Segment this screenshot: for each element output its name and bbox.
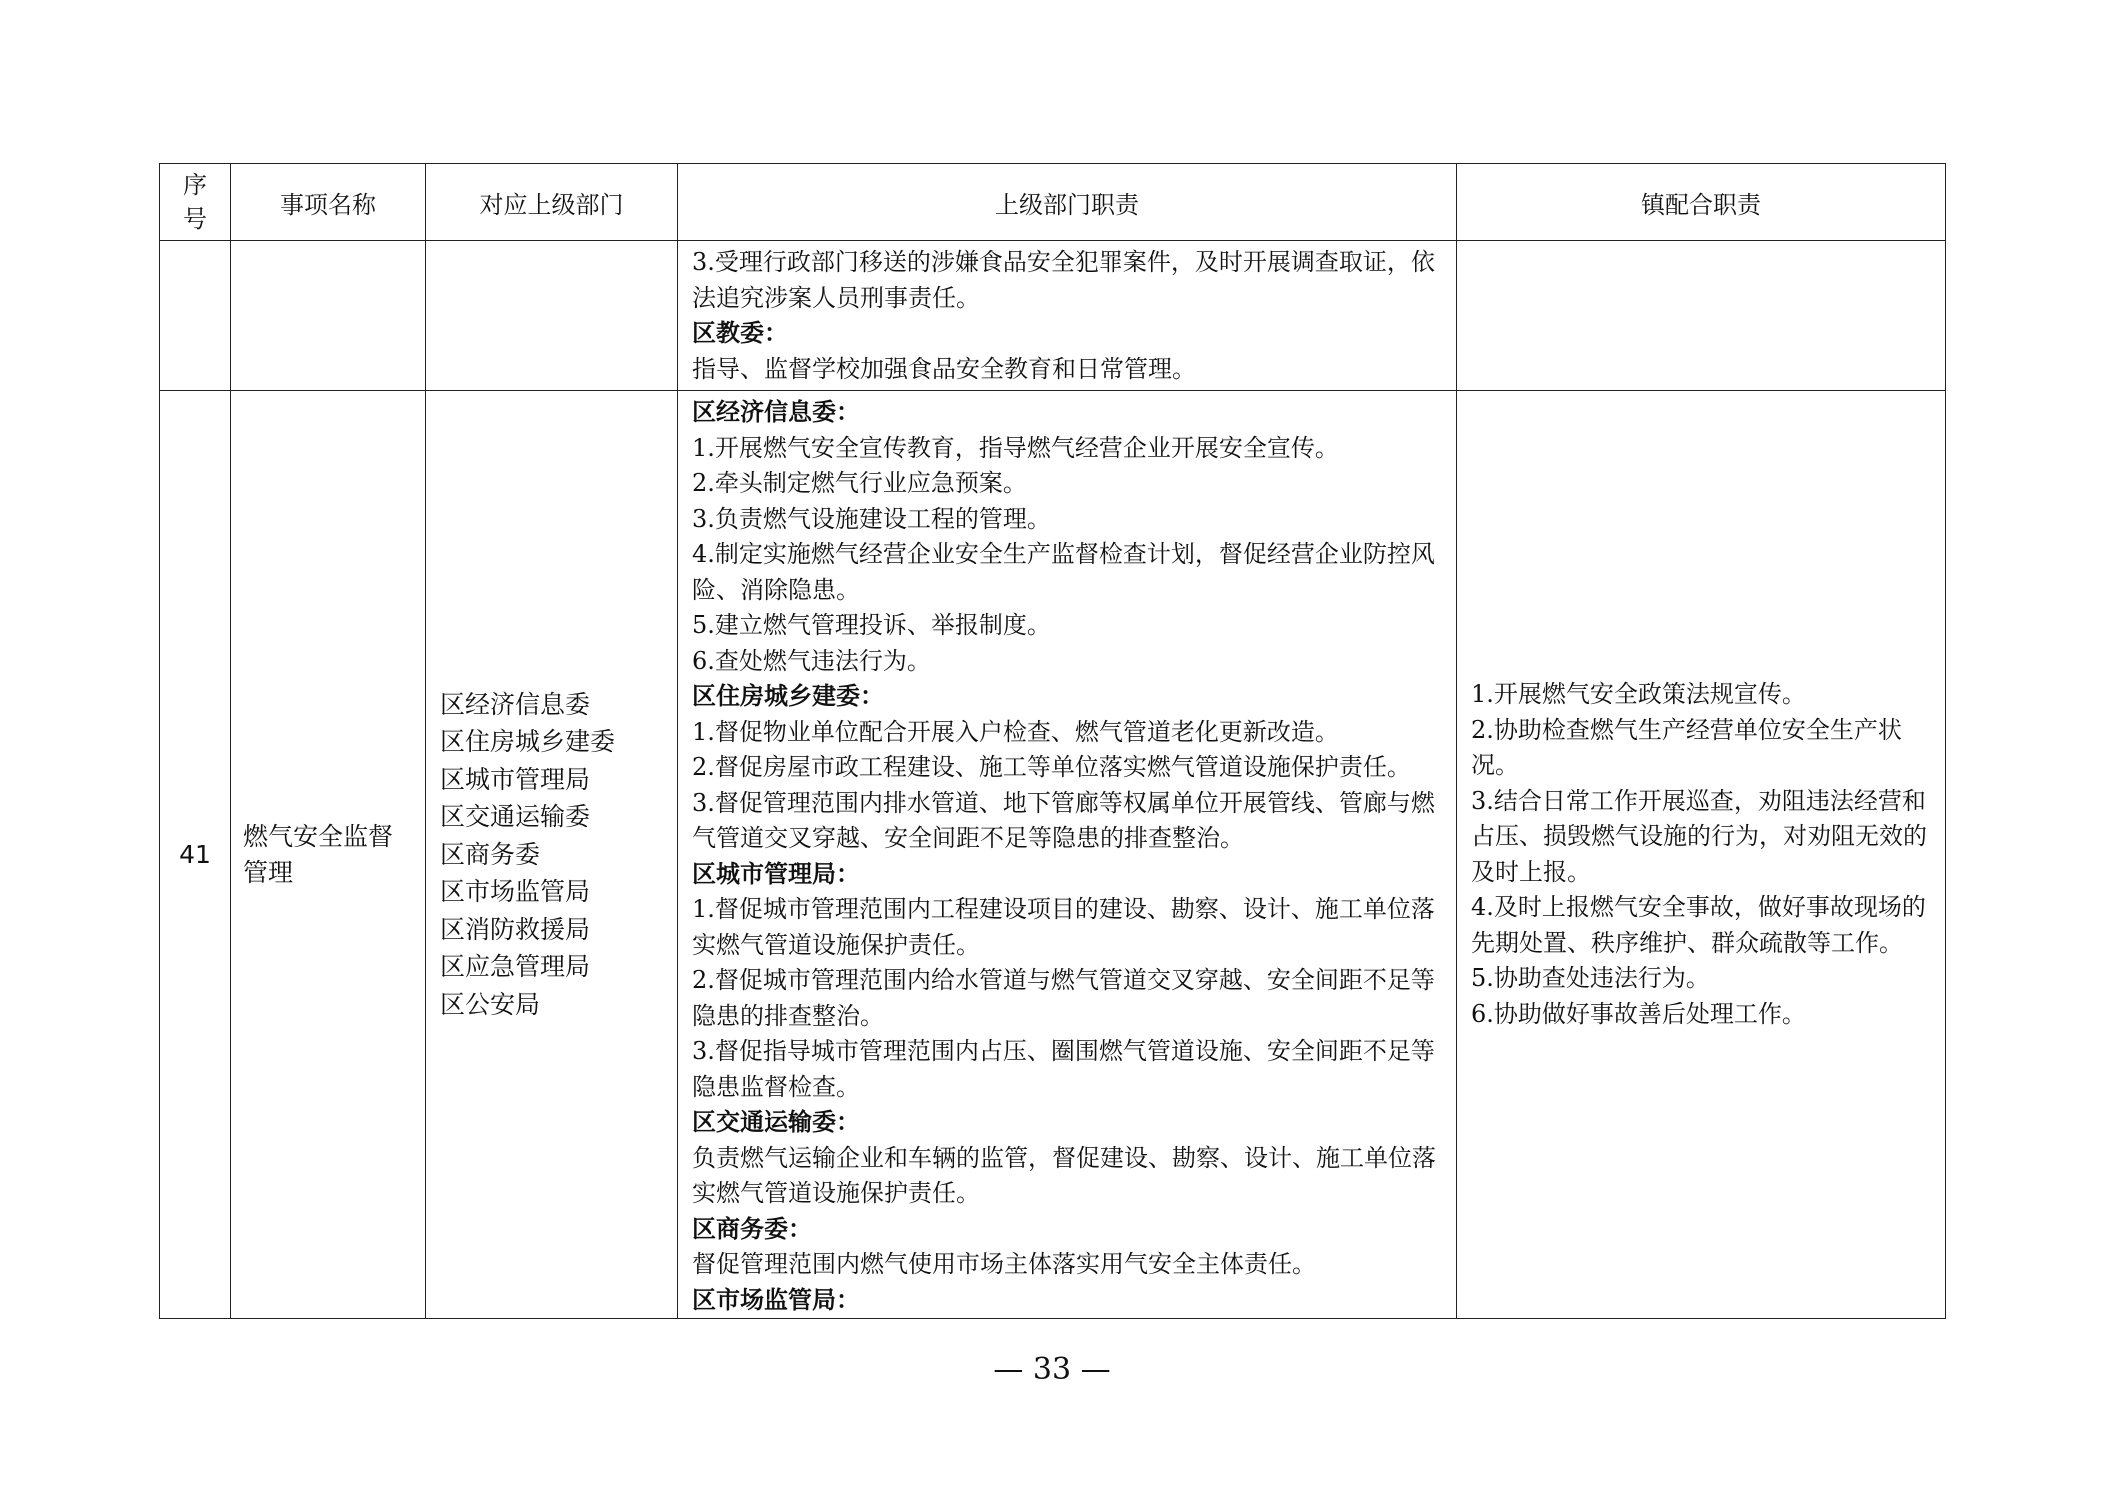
header-upper-dept: 对应上级部门 [426, 164, 678, 241]
upper-dept-list [426, 686, 677, 1024]
town-duty-item: 3.结合日常工作开展巡查，劝阻违法经营和占压、损毁燃气设施的行为，对劝阻无效的及时上报。 [1471, 786, 1927, 886]
duty-item: 5.建立燃气管理投诉、举报制度。 [692, 611, 1051, 639]
duty-item: 2.督促城市管理范围内给水管道与燃气管道交叉穿越、安全间距不足等隐患的排查整治。 [692, 966, 1435, 1030]
duty-item: 3.督促指导城市管理范围内占压、圈围燃气管道设施、安全间距不足等隐患监督检查。 [692, 1037, 1435, 1101]
town-duty-item: 1.开展燃气安全政策法规宣传。 [1471, 680, 1806, 708]
dept-item: 区公安局 [440, 989, 541, 1019]
dept-item: 区商务委 [440, 839, 541, 869]
header-upper-duty: 上级部门职责 [678, 164, 1457, 241]
responsibility-table [159, 163, 1946, 1319]
upper-duty-text [678, 391, 1456, 1318]
dept-heading: 区交通运输委： [692, 1108, 860, 1136]
dept-heading: 区市场监管局： [692, 1285, 860, 1314]
upper-dept-cell [426, 241, 678, 391]
duty-item: 3.督促管理范围内排水管道、地下管廊等权属单位开展管线、管廊与燃气管道交叉穿越、安全间距不足等隐患的排查整治。 [692, 788, 1435, 852]
dept-heading: 区城市管理局： [692, 859, 860, 888]
duty-item: 1.开展燃气安全宣传教育，指导燃气经营企业开展安全宣传。 [692, 433, 1339, 462]
header-seq [160, 164, 231, 241]
duty-item: 督促管理范围内燃气使用市场主体落实用气安全主体责任。 [692, 1250, 1316, 1278]
item-name-text: 燃气安全监督管理 [243, 821, 394, 887]
town-duty-item: 6.协助做好事故善后处理工作。 [1471, 999, 1806, 1028]
seq-cell: 41 [160, 391, 231, 1319]
dept-item: 区应急管理局 [440, 952, 591, 982]
dept-item: 区交通运输委 [440, 802, 591, 832]
upper-duty-cell [678, 391, 1457, 1319]
dept-heading: 区教委： [692, 319, 788, 347]
town-duty-item: 2.协助检查燃气生产经营单位安全生产状况。 [1471, 715, 1902, 779]
header-seq-line1: 序 [183, 171, 207, 199]
dept-heading: 区经济信息委： [692, 398, 860, 426]
town-duty-cell [1457, 241, 1946, 391]
table-row [160, 391, 1946, 1319]
duty-item: 指导、监督学校加强食品安全教育和日常管理。 [692, 354, 1196, 383]
table-header-row [160, 164, 1946, 241]
dept-heading: 区商务委： [692, 1214, 812, 1243]
duty-item: 1.督促物业单位配合开展入户检查、燃气管道老化更新改造。 [692, 717, 1339, 746]
dept-item: 区市场监管局 [440, 877, 591, 907]
page-number: — 33 — [993, 1352, 1111, 1387]
table-row [160, 241, 1946, 391]
duty-item: 3.受理行政部门移送的涉嫌食品安全犯罪案件，及时开展调查取证，依法追究涉案人员刑事责任。 [692, 248, 1435, 312]
upper-duty-cell [678, 241, 1457, 391]
duty-item: 2.督促房屋市政工程建设、施工等单位落实燃气管道设施保护责任。 [692, 753, 1411, 781]
header-item-name: 事项名称 [231, 164, 426, 241]
item-name-cell [231, 241, 426, 391]
dept-item: 区消防救援局 [440, 914, 591, 944]
town-duty-item: 5.协助查处违法行为。 [1471, 964, 1710, 992]
header-seq-line2: 号 [183, 205, 207, 233]
dept-item: 区住房城乡建委 [440, 727, 616, 757]
duty-item: 6.查处燃气违法行为。 [692, 646, 931, 675]
upper-duty-text [678, 241, 1456, 387]
duty-item: 4.制定实施燃气经营企业安全生产监督检查计划，督促经营企业防控风险、消除隐患。 [692, 540, 1435, 604]
duty-item: 1.督促城市管理范围内工程建设项目的建设、勘察、设计、施工单位落实燃气管道设施保护责任。 [692, 895, 1435, 959]
dept-item: 区经济信息委 [440, 689, 591, 719]
upper-dept-cell [426, 391, 678, 1319]
duty-item: 2.牵头制定燃气行业应急预案。 [692, 469, 1027, 497]
town-duty-list [1457, 677, 1945, 1032]
dept-heading: 区住房城乡建委： [692, 682, 884, 710]
duty-item: 负责燃气运输企业和车辆的监管，督促建设、勘察、设计、施工单位落实燃气管道设施保护责任。 [692, 1143, 1436, 1207]
duty-item: 3.负责燃气设施建设工程的管理。 [692, 504, 1051, 533]
town-duty-item: 4.及时上报燃气安全事故，做好事故现场的先期处置、秩序维护、群众疏散等工作。 [1471, 893, 1926, 957]
header-town-duty: 镇配合职责 [1457, 164, 1946, 241]
seq-cell [160, 241, 231, 391]
item-name-cell [231, 391, 426, 1319]
dept-item: 区城市管理局 [440, 764, 591, 794]
town-duty-cell [1457, 391, 1946, 1319]
